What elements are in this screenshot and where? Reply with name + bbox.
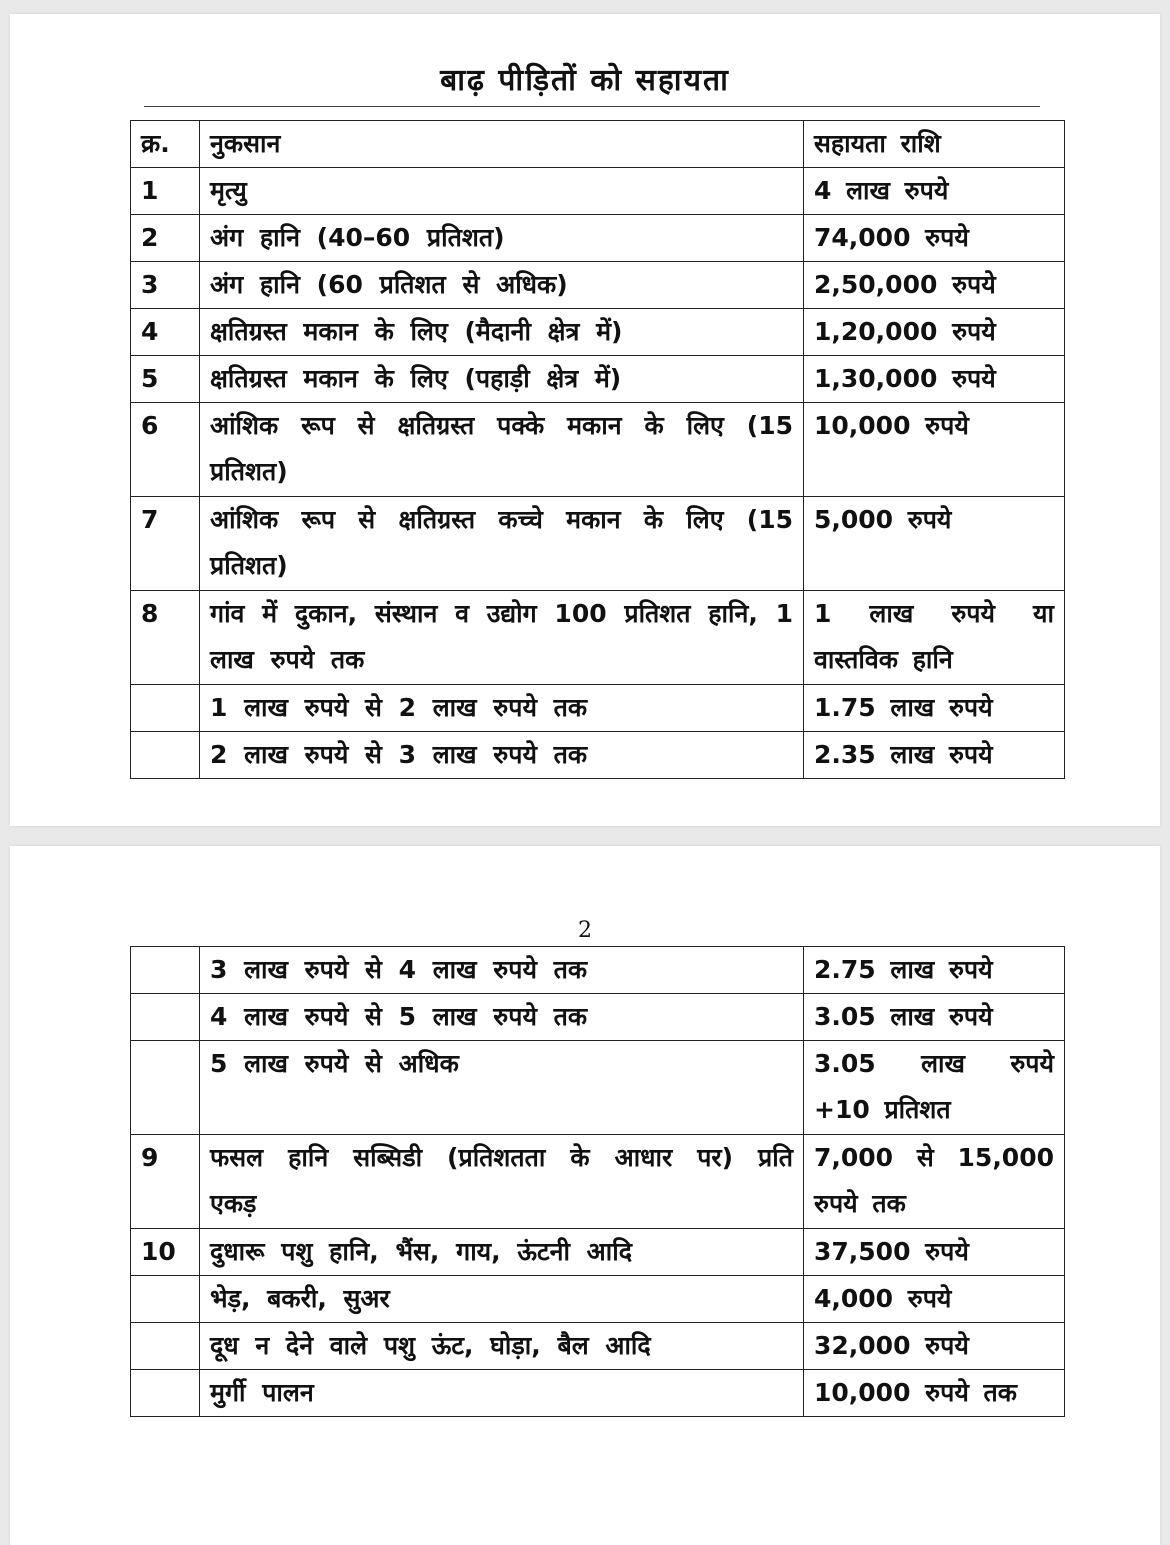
- row-amount: 1,30,000 रुपये: [804, 356, 1065, 403]
- row-amount: 37,500 रुपये: [804, 1229, 1065, 1276]
- row-serial: 7: [131, 497, 200, 591]
- table-row: [131, 262, 1065, 309]
- table-row: [131, 1135, 1065, 1229]
- table-row: [131, 947, 1065, 994]
- row-loss: 1 लाख रुपये से 2 लाख रुपये तक: [200, 685, 804, 732]
- row-serial: 2: [131, 215, 200, 262]
- row-serial: 9: [131, 1135, 200, 1229]
- row-loss: 5 लाख रुपये से अधिक: [200, 1041, 804, 1135]
- row-serial: 5: [131, 356, 200, 403]
- table-row: [131, 1229, 1065, 1276]
- row-amount: 74,000 रुपये: [804, 215, 1065, 262]
- row-amount: 2,50,000 रुपये: [804, 262, 1065, 309]
- row-loss: मृत्यु: [200, 168, 804, 215]
- row-serial: [131, 1323, 200, 1370]
- table-row: [131, 732, 1065, 779]
- row-serial: [131, 994, 200, 1041]
- page-number: 2: [578, 918, 592, 943]
- table-row: [131, 309, 1065, 356]
- table-row: [131, 685, 1065, 732]
- table-row: [131, 403, 1065, 497]
- row-loss: मुर्गी पालन: [200, 1370, 804, 1417]
- table-row: [131, 1041, 1065, 1135]
- row-loss: आंशिक रूप से क्षतिग्रस्त पक्के मकान के लिए (15 प्रतिशत): [200, 403, 804, 497]
- document-page-2: [10, 846, 1160, 1545]
- row-loss: दूध न देने वाले पशु ऊंट, घोड़ा, बैल आदि: [200, 1323, 804, 1370]
- row-loss: गांव में दुकान, संस्थान व उद्योग 100 प्रतिशत हानि, 1 लाख रुपये तक: [200, 591, 804, 685]
- relief-table-page-2: [130, 946, 1065, 1417]
- table-row: [131, 994, 1065, 1041]
- table-row: [131, 356, 1065, 403]
- table-row: [131, 215, 1065, 262]
- row-loss: भेड़, बकरी, सुअर: [200, 1276, 804, 1323]
- row-loss: क्षतिग्रस्त मकान के लिए (मैदानी क्षेत्र में): [200, 309, 804, 356]
- row-loss: आंशिक रूप से क्षतिग्रस्त कच्चे मकान के लिए (15 प्रतिशत): [200, 497, 804, 591]
- row-amount: 32,000 रुपये: [804, 1323, 1065, 1370]
- table-row: [131, 497, 1065, 591]
- row-serial: [131, 732, 200, 779]
- row-amount: 2.35 लाख रुपये: [804, 732, 1065, 779]
- row-amount: 2.75 लाख रुपये: [804, 947, 1065, 994]
- row-amount: 10,000 रुपये तक: [804, 1370, 1065, 1417]
- row-amount: 1,20,000 रुपये: [804, 309, 1065, 356]
- row-serial: 6: [131, 403, 200, 497]
- row-loss: अंग हानि (40–60 प्रतिशत): [200, 215, 804, 262]
- table-row: [131, 1370, 1065, 1417]
- row-serial: 10: [131, 1229, 200, 1276]
- row-amount: 7,000 से 15,000 रुपये तक: [804, 1135, 1065, 1229]
- relief-table-page-1: [130, 120, 1065, 779]
- row-serial: 4: [131, 309, 200, 356]
- table-row: [131, 1323, 1065, 1370]
- row-serial: [131, 1370, 200, 1417]
- row-amount: 10,000 रुपये: [804, 403, 1065, 497]
- row-loss: 4 लाख रुपये से 5 लाख रुपये तक: [200, 994, 804, 1041]
- document-page-1: [10, 14, 1160, 826]
- row-loss: 3 लाख रुपये से 4 लाख रुपये तक: [200, 947, 804, 994]
- row-serial: [131, 1276, 200, 1323]
- row-loss: क्षतिग्रस्त मकान के लिए (पहाड़ी क्षेत्र में): [200, 356, 804, 403]
- row-serial: 8: [131, 591, 200, 685]
- row-amount: 1.75 लाख रुपये: [804, 685, 1065, 732]
- document-title: बाढ़ पीड़ितों को सहायता: [440, 63, 730, 98]
- row-serial: [131, 947, 200, 994]
- table-row: [131, 1276, 1065, 1323]
- row-loss: फसल हानि सब्सिडी (प्रतिशतता के आधार पर) प्रति एकड़: [200, 1135, 804, 1229]
- table-header-row: [131, 121, 1065, 168]
- header-amount: सहायता राशि: [804, 121, 1065, 168]
- row-serial: [131, 1041, 200, 1135]
- row-amount: 4,000 रुपये: [804, 1276, 1065, 1323]
- row-amount: 5,000 रुपये: [804, 497, 1065, 591]
- row-loss: दुधारू पशु हानि, भैंस, गाय, ऊंटनी आदि: [200, 1229, 804, 1276]
- header-loss: नुकसान: [200, 121, 804, 168]
- row-amount: 1 लाख रुपये या वास्तविक हानि: [804, 591, 1065, 685]
- row-amount: 3.05 लाख रुपये: [804, 994, 1065, 1041]
- table-row: [131, 591, 1065, 685]
- row-loss: 2 लाख रुपये से 3 लाख रुपये तक: [200, 732, 804, 779]
- row-serial: 1: [131, 168, 200, 215]
- row-serial: 3: [131, 262, 200, 309]
- table-row: [131, 168, 1065, 215]
- header-serial: क्र.: [131, 121, 200, 168]
- row-loss: अंग हानि (60 प्रतिशत से अधिक): [200, 262, 804, 309]
- row-amount: 4 लाख रुपये: [804, 168, 1065, 215]
- title-underline: [144, 106, 1040, 107]
- row-amount: 3.05 लाख रुपये +10 प्रतिशत: [804, 1041, 1065, 1135]
- row-serial: [131, 685, 200, 732]
